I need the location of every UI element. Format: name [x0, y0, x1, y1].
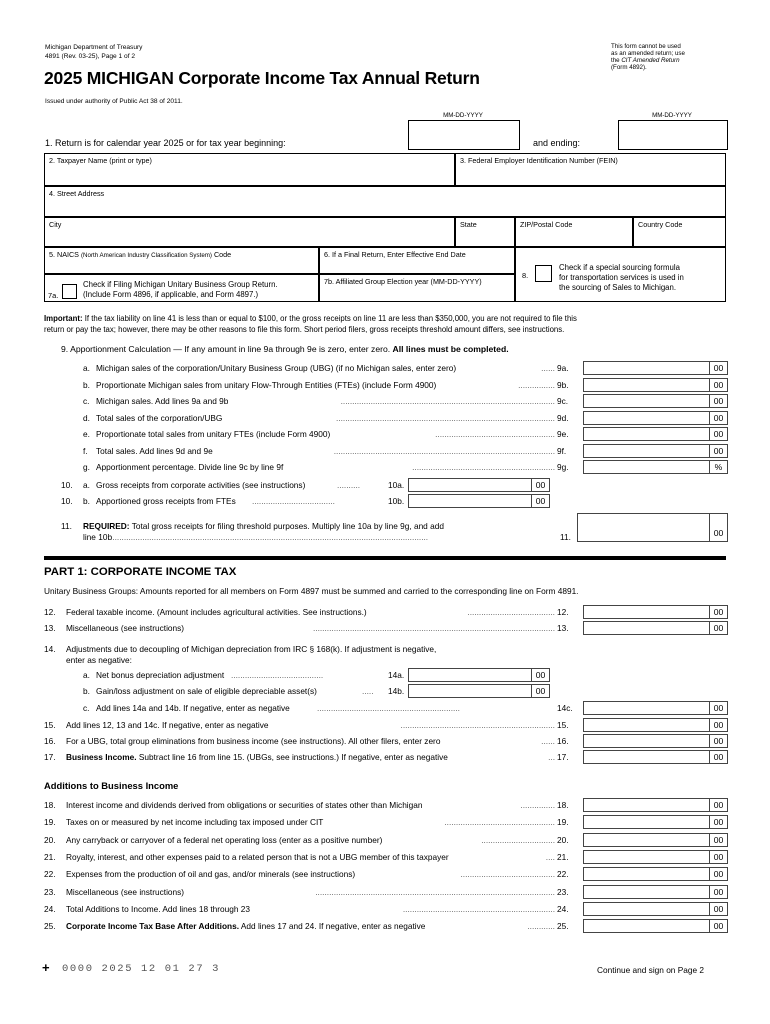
line-16-desc-text: For a UBG, total group eliminations from business income (see instructions). All other filers, enter zero — [66, 736, 441, 746]
part-1-divider — [44, 556, 726, 560]
form-revision: 4891 (Rev. 03-25), Page 1 of 2 — [45, 53, 136, 60]
line-18-number: 18. — [44, 800, 56, 810]
line-9g-desc-text: Apportionment percentage. Divide line 9c by line 9f — [96, 462, 284, 472]
line-9f-box-label: 9f. — [557, 446, 567, 456]
line-25-desc-bold: Corporate Income Tax Base After Additions. — [66, 921, 240, 931]
line-10a-box-label: 10a. — [388, 480, 405, 490]
notice-line-3-pre: the — [611, 57, 622, 64]
naics-number: 5. — [49, 250, 55, 259]
important-line-1: If the tax liability on line 41 is less than or equal to $100, or the gross receipts on line 11 are less than $350,000, you are not required to file this — [82, 314, 577, 323]
line-9d-letter: d. — [83, 413, 90, 423]
line-9b-box-label: 9b. — [557, 380, 569, 390]
sourcing-line-2: for transportation services is used in — [559, 273, 684, 282]
line-24-number: 24. — [44, 904, 56, 914]
line-22-number: 22. — [44, 869, 56, 879]
line-20-leader: ................................ — [481, 835, 555, 845]
line-16-leader: ...... — [541, 736, 555, 746]
line-10a-desc: Gross receipts from corporate activities (see instructions) — [96, 480, 306, 490]
line-13-input[interactable] — [583, 621, 728, 635]
final-return-date-field[interactable] — [319, 247, 515, 274]
line-24-box-label: 24. — [557, 904, 569, 914]
line-21-leader: .... — [545, 852, 555, 862]
line-25-desc-text: Add lines 17 and 24. If negative, enter as negative — [239, 921, 426, 931]
line-13-box-label: 13. — [557, 623, 569, 633]
line-15-box-label: 15. — [557, 720, 569, 730]
special-sourcing-field[interactable] — [515, 247, 726, 302]
line-9g-input[interactable] — [583, 460, 728, 474]
line-9-intro-bold: All lines must be completed. — [392, 344, 509, 354]
state-field[interactable] — [455, 217, 515, 247]
line-25-leader: ............ — [527, 921, 555, 931]
affiliated-group-year-field[interactable] — [319, 274, 515, 302]
and-ending-label: and ending: — [533, 138, 581, 148]
line-18-cents: 00 — [709, 799, 727, 811]
line-14-intro-2: enter as negative: — [66, 655, 132, 665]
line-9c-input[interactable] — [583, 394, 728, 408]
line-15-number: 15. — [44, 720, 56, 730]
notice-form-name: CIT Amended Return — [621, 57, 680, 64]
line-11-box-label: 11. — [560, 532, 571, 542]
line-10b-letter: b. — [83, 496, 90, 506]
line-10a-leader: .......... — [337, 480, 361, 490]
country-code-label: Country Code — [638, 220, 683, 229]
line-9a-letter: a. — [83, 363, 90, 373]
line-15-input[interactable] — [583, 718, 728, 732]
line-9d-cents: 00 — [709, 412, 727, 424]
ubg-number: 7a. — [48, 291, 59, 300]
line-14-intro-1: Adjustments due to decoupling of Michigan depreciation from IRC § 168(k). If adjustment is negative, — [66, 644, 437, 654]
line-10b-leader: .................................... — [252, 496, 335, 506]
street-address-label: 4. Street Address — [49, 189, 105, 198]
line-14c-leader: .............................................................. — [317, 703, 460, 713]
line-12-number: 12. — [44, 607, 56, 617]
line-9e-input[interactable] — [583, 427, 728, 441]
line-13-desc-text: Miscellaneous (see instructions) — [66, 623, 185, 633]
line-21-desc-text: Royalty, interest, and other expenses paid to a related person that is not a UBG member of this taxpayer — [66, 852, 449, 862]
fein-field[interactable] — [455, 153, 726, 186]
line-9c-box-label: 9c. — [557, 396, 569, 406]
sourcing-number: 8. — [522, 271, 529, 280]
line-10b-desc: Apportioned gross receipts from FTEs — [96, 496, 236, 506]
taxpayer-name-field[interactable] — [44, 153, 455, 186]
page-title: 2025 MICHIGAN Corporate Income Tax Annual Return — [44, 68, 480, 88]
line-14c-box-label: 14c. — [557, 703, 573, 713]
barcode-digits: 0000 2025 12 01 27 3 — [62, 963, 221, 975]
line-14c-input[interactable] — [583, 701, 728, 715]
line-10b-box-label: 10b. — [388, 496, 405, 506]
line-14c-desc: Add lines 14a and 14b. If negative, enter as negative — [96, 703, 290, 713]
line-11-cents: 00 — [709, 514, 727, 541]
line-11-number: 11. — [61, 521, 72, 531]
line-25-box-label: 25. — [557, 921, 569, 931]
line-17-box-label: 17. — [557, 752, 569, 762]
line-9b-desc-text: Proportionate Michigan sales from unitary Flow-Through Entities (FTEs) (include Form 4900) — [96, 380, 437, 390]
line-20-input[interactable] — [583, 833, 728, 847]
line-9f-desc-text: Total sales. Add lines 9d and 9e — [96, 446, 213, 456]
line-14a-leader: ........................................ — [231, 670, 324, 680]
line-9a-desc-text: Michigan sales of the corporation/Unitary Business Group (UBG) (if no Michigan sales, enter zero) — [96, 363, 457, 373]
continue-note: Continue and sign on Page 2 — [597, 965, 705, 975]
line-9e-leader: .................................................... — [435, 429, 555, 439]
line-23-leader: ........................................................................................................ — [315, 887, 555, 897]
notice-line-3 — [611, 57, 741, 64]
issued-authority: Issued under authority of Public Act 38 of 2011. — [45, 98, 183, 105]
line-23-cents: 00 — [709, 886, 727, 898]
line-9d-desc-text: Total sales of the corporation/UBG — [96, 413, 223, 423]
amended-return-notice — [611, 43, 741, 71]
line-10b-input[interactable] — [408, 494, 550, 508]
line-9a-cents: 00 — [709, 362, 727, 374]
line-17-leader: ... — [548, 752, 555, 762]
tax-year-end-input[interactable] — [618, 120, 728, 150]
line-14a-box-label: 14a. — [388, 670, 405, 680]
line-9g-leader: .............................................................. — [412, 462, 555, 472]
city-field[interactable] — [44, 217, 455, 247]
line-20-cents: 00 — [709, 834, 727, 846]
ubg-line-2: (Include Form 4896, if applicable, and Form 4897.) — [83, 290, 259, 299]
line-9f-leader: ................................................................................................ — [333, 446, 555, 456]
begin-date-format-label: MM-DD-YYYY — [443, 112, 483, 119]
line-18-box-label: 18. — [557, 800, 569, 810]
line-9a-box-label: 9a. — [557, 363, 569, 373]
line-9d-input[interactable] — [583, 411, 728, 425]
line-14a-cents: 00 — [531, 669, 549, 681]
ubg-return-field[interactable] — [44, 274, 319, 302]
line-17-number: 17. — [44, 752, 56, 762]
affiliated-group-label: 7b. Affiliated Group Election year (MM-DD-YYYY) — [324, 277, 482, 286]
sourcing-line-1: Check if a special sourcing formula — [559, 263, 680, 272]
line-22-desc-text: Expenses from the production of oil and gas, and/or minerals (see instructions) — [66, 869, 356, 879]
line-15-cents: 00 — [709, 719, 727, 731]
line-23-desc-text: Miscellaneous (see instructions) — [66, 887, 185, 897]
line-9b-cents: 00 — [709, 379, 727, 391]
part-1-heading: PART 1: CORPORATE INCOME TAX — [44, 566, 237, 578]
line-15-leader: ................................................................... — [400, 720, 555, 730]
line-23-box-label: 23. — [557, 887, 569, 897]
line-21-box-label: 21. — [557, 852, 569, 862]
line-24-desc-text: Total Additions to Income. Add lines 18 through 23 — [66, 904, 251, 914]
line-19-desc-text: Taxes on or measured by net income including tax imposed under CIT — [66, 817, 324, 827]
line-9g-box-label: 9g. — [557, 462, 569, 472]
country-code-field[interactable] — [633, 217, 726, 247]
line-9g-letter: g. — [83, 462, 90, 472]
line-14b-letter: b. — [83, 686, 90, 696]
line-9b-letter: b. — [83, 380, 90, 390]
line-25-input[interactable] — [583, 919, 728, 933]
line-22-cents: 00 — [709, 868, 727, 880]
line-14c-letter: c. — [83, 703, 90, 713]
tax-year-begin-input[interactable] — [408, 120, 520, 150]
line-20-number: 20. — [44, 835, 56, 845]
line-13-cents: 00 — [709, 622, 727, 634]
line-18-leader: ............... — [520, 800, 555, 810]
line-9e-cents: 00 — [709, 428, 727, 440]
end-date-format-label: MM-DD-YYYY — [652, 112, 692, 119]
line-21-cents: 00 — [709, 851, 727, 863]
line-9b-leader: ................ — [518, 380, 555, 390]
fein-label: 3. Federal Employer Identification Number (FEIN) — [460, 156, 618, 165]
line-11-text-1: Total gross receipts for filing threshold purposes. Multiply line 10a by line 9g, and add — [129, 521, 444, 531]
part-1-subheading: Unitary Business Groups: Amounts reported for all members on Form 4897 must be summed and carried to the corresponding line on Form 4891. — [44, 586, 579, 596]
line-9-number: 9. — [61, 344, 69, 354]
line-14c-cents: 00 — [709, 702, 727, 714]
street-address-field[interactable] — [44, 186, 726, 217]
city-label: City — [49, 220, 62, 229]
naics-label-expansion: (North American Industry Classification System) — [80, 252, 212, 259]
naics-label-main: NAICS — [57, 250, 81, 259]
ubg-return-checkbox[interactable] — [62, 284, 77, 299]
line-11-leader: .......................................................................................................................................... — [110, 532, 429, 542]
line-17-desc-bold: Business Income. — [66, 752, 137, 762]
line-9-intro — [61, 344, 509, 354]
line-22-leader: ......................................... — [460, 869, 555, 879]
line-10a-number: 10. — [61, 480, 73, 490]
special-sourcing-checkbox[interactable] — [535, 265, 552, 282]
line-11-text-2: line 10b — [83, 532, 113, 542]
line-10a-input[interactable] — [408, 478, 550, 492]
line-25-cents: 00 — [709, 920, 727, 932]
zip-label: ZIP/Postal Code — [520, 220, 573, 229]
ubg-line-1: Check if Filing Michigan Unitary Business Group Return. — [83, 280, 278, 289]
line-9g-cents: % — [709, 461, 727, 473]
line-14-number: 14. — [44, 644, 56, 654]
line-18-desc-text: Interest income and dividends derived from obligations or securities of states other than Michigan — [66, 800, 423, 810]
line-13-number: 13. — [44, 623, 56, 633]
line-1-label: 1. Return is for calendar year 2025 or for tax year beginning: — [45, 138, 286, 148]
line-17-input[interactable] — [583, 750, 728, 764]
line-24-cents: 00 — [709, 903, 727, 915]
line-9f-cents: 00 — [709, 445, 727, 457]
line-14b-leader: ..... — [362, 686, 374, 696]
line-20-box-label: 20. — [557, 835, 569, 845]
important-bold: Important: — [44, 314, 83, 323]
department-name: Michigan Department of Treasury — [45, 44, 143, 51]
plus-mark-icon: + — [42, 960, 50, 975]
line-14a-input[interactable] — [408, 668, 550, 682]
naics-field[interactable] — [44, 247, 319, 274]
state-label: State — [460, 220, 477, 229]
line-24-leader: .................................................................. — [402, 904, 555, 914]
line-10b-number: 10. — [61, 496, 73, 506]
line-24-input[interactable] — [583, 902, 728, 916]
line-19-number: 19. — [44, 817, 56, 827]
line-12-box-label: 12. — [557, 607, 569, 617]
line-17-cents: 00 — [709, 751, 727, 763]
additions-heading: Additions to Business Income — [44, 780, 179, 791]
line-10a-cents: 00 — [531, 479, 549, 491]
line-22-input[interactable] — [583, 867, 728, 881]
final-return-label: 6. If a Final Return, Enter Effective End Date — [324, 250, 466, 259]
notice-line-4: (Form 4892). — [611, 64, 647, 71]
line-21-number: 21. — [44, 852, 56, 862]
line-12-cents: 00 — [709, 606, 727, 618]
line-9b-input[interactable] — [583, 378, 728, 392]
line-21-input[interactable] — [583, 850, 728, 864]
line-12-desc-text: Federal taxable income. (Amount includes agricultural activities. See instructions.) — [66, 607, 367, 617]
line-9c-letter: c. — [83, 396, 90, 406]
line-23-number: 23. — [44, 887, 56, 897]
line-17-desc-text: Subtract line 16 from line 15. (UBGs, see instructions.) If negative, enter as negative — [136, 752, 448, 762]
sourcing-line-3: the sourcing of Sales to Michigan. — [559, 283, 677, 292]
taxpayer-name-label: 2. Taxpayer Name (print or type) — [49, 156, 152, 165]
important-line-2: return or pay the tax; however, there may be other reasons to file this form. Short period filers, gross receipts threshold amount differs, see instructions. — [44, 324, 565, 334]
line-9c-desc-text: Michigan sales. Add lines 9a and 9b — [96, 396, 229, 406]
line-19-box-label: 19. — [557, 817, 569, 827]
line-9c-leader: ............................................................................................. — [340, 396, 555, 406]
notice-line-1: This form cannot be used — [611, 43, 681, 50]
line-19-input[interactable] — [583, 815, 728, 829]
zip-field[interactable] — [515, 217, 633, 247]
line-11-required: REQUIRED: — [83, 521, 130, 531]
line-9d-leader: ............................................................................................... — [336, 413, 555, 423]
line-9-intro-text: Apportionment Calculation — If any amount in line 9a through 9e is zero, enter zero. — [70, 344, 393, 354]
notice-line-2: as an amended return; use — [611, 50, 685, 57]
line-12-input[interactable] — [583, 605, 728, 619]
line-14b-box-label: 14b. — [388, 686, 405, 696]
line-14b-input[interactable] — [408, 684, 550, 698]
line-9a-input[interactable] — [583, 361, 728, 375]
line-16-cents: 00 — [709, 735, 727, 747]
line-9a-leader: ...... — [541, 363, 555, 373]
line-9f-letter: f. — [83, 446, 88, 456]
line-9e-box-label: 9e. — [557, 429, 569, 439]
line-14a-letter: a. — [83, 670, 90, 680]
line-16-input[interactable] — [583, 734, 728, 748]
line-9e-letter: e. — [83, 429, 90, 439]
line-14b-cents: 00 — [531, 685, 549, 697]
line-10a-letter: a. — [83, 480, 90, 490]
line-23-input[interactable] — [583, 885, 728, 899]
line-11-input[interactable] — [577, 513, 728, 542]
line-16-number: 16. — [44, 736, 56, 746]
line-14a-desc: Net bonus depreciation adjustment — [96, 670, 225, 680]
line-16-box-label: 16. — [557, 736, 569, 746]
line-9c-cents: 00 — [709, 395, 727, 407]
line-19-leader: ................................................ — [444, 817, 555, 827]
line-25-number: 25. — [44, 921, 56, 931]
line-22-box-label: 22. — [557, 869, 569, 879]
line-12-leader: ...................................... — [467, 607, 555, 617]
line-9e-desc-text: Proportionate total sales from unitary FTEs (include Form 4900) — [96, 429, 331, 439]
line-10b-cents: 00 — [531, 495, 549, 507]
line-14b-desc: Gain/loss adjustment on sale of eligible depreciable asset(s) — [96, 686, 317, 696]
important-notice — [44, 314, 728, 334]
line-20-desc-text: Any carryback or carryover of a federal net operating loss (enter as a positive number) — [66, 835, 383, 845]
line-18-input[interactable] — [583, 798, 728, 812]
line-13-leader: ......................................................................................................... — [312, 623, 555, 633]
line-19-cents: 00 — [709, 816, 727, 828]
line-9f-input[interactable] — [583, 444, 728, 458]
naics-label-code: Code — [211, 250, 232, 259]
line-15-desc-text: Add lines 12, 13 and 14c. If negative, enter as negative — [66, 720, 269, 730]
line-9d-box-label: 9d. — [557, 413, 569, 423]
